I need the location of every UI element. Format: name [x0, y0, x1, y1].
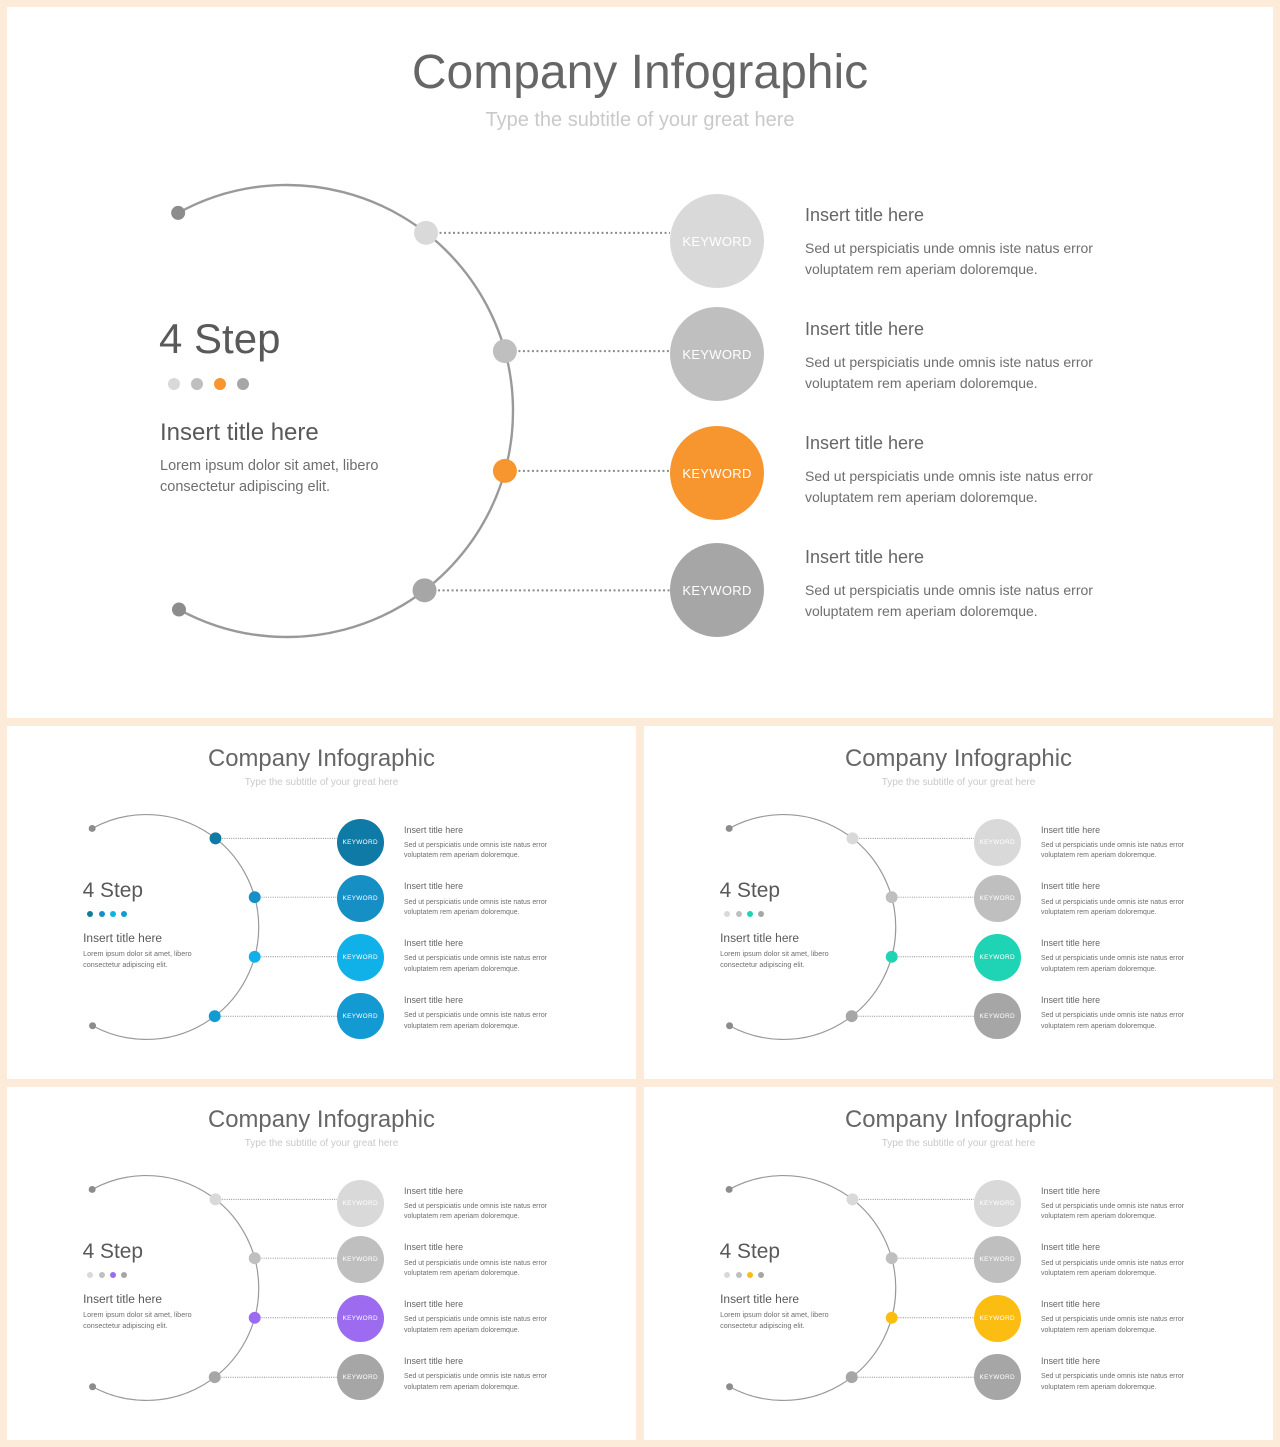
- step-dot-4: [758, 1272, 764, 1278]
- arc-end-dot: [89, 1022, 96, 1029]
- keyword-circle-1: KEYWORD: [974, 819, 1021, 866]
- step-dot-4: [121, 1272, 127, 1278]
- step-dot-2: [736, 911, 742, 917]
- keyword-circle-1: KEYWORD: [974, 1180, 1021, 1227]
- arc-start-dot: [89, 1186, 96, 1193]
- item-description-1: Sed ut perspiciatis unde omnis iste natus error voluptatem rem aperiam doloremque.: [404, 1202, 547, 1221]
- arc-start-dot: [89, 825, 96, 832]
- slide-teal-variant: [644, 726, 1273, 1079]
- step-dot-2: [99, 911, 105, 917]
- keyword-circle-2: KEYWORD: [337, 875, 384, 922]
- keyword-circle-3: KEYWORD: [337, 934, 384, 981]
- keyword-circle-2: KEYWORD: [670, 307, 764, 401]
- step-dot-3: [110, 1272, 116, 1278]
- arc-node-3: [886, 1312, 898, 1324]
- item-description-3: Sed ut perspiciatis unde omnis iste natus error voluptatem rem aperiam doloremque.: [404, 1316, 547, 1334]
- item-description-2: Sed ut perspiciatis unde omnis iste natus error voluptatem rem aperiam doloremque.: [404, 1259, 547, 1278]
- item-title-2: Insert title here: [805, 319, 925, 339]
- left-description: Lorem ipsum dolor sit amet, libero consectetur adipiscing elit.: [83, 949, 192, 969]
- step-dot-1: [87, 1272, 93, 1278]
- slide-subtitle: Type the subtitle of your great here: [881, 1137, 1036, 1149]
- item-title-1: Insert title here: [404, 824, 464, 835]
- keyword-circle-4: KEYWORD: [974, 1354, 1021, 1401]
- step-dot-3: [214, 378, 226, 390]
- arc-line: [729, 815, 896, 1040]
- left-description: Lorem ipsum dolor sit amet, libero consectetur adipiscing elit.: [160, 458, 379, 496]
- item-description-3: Sed ut perspiciatis unde omnis iste natus error voluptatem rem aperiam doloremque.: [805, 468, 1093, 505]
- keyword-circle-4: KEYWORD: [974, 993, 1021, 1040]
- arc-end-dot: [172, 603, 186, 617]
- step-label: 4 Step: [159, 315, 281, 362]
- slide-title: Company Infographic: [411, 46, 869, 99]
- item-title-2: Insert title here: [1041, 881, 1101, 892]
- arc-start-dot: [171, 206, 185, 220]
- slide-purple-variant: [7, 1087, 636, 1440]
- item-title-1: Insert title here: [1041, 824, 1101, 835]
- slide-title: Company Infographic: [845, 1105, 1072, 1133]
- left-title: Insert title here: [720, 930, 800, 945]
- arc-start-dot: [726, 825, 733, 832]
- item-title-3: Insert title here: [404, 937, 464, 948]
- arc-node-1: [847, 832, 859, 844]
- step-label: 4 Step: [719, 879, 780, 903]
- keyword-circle-2: KEYWORD: [974, 875, 1021, 922]
- slide-title: Company Infographic: [208, 1105, 435, 1133]
- step-dot-3: [747, 1272, 753, 1278]
- keyword-circle-1: KEYWORD: [337, 1180, 384, 1227]
- item-description-3: Sed ut perspiciatis unde omnis iste natus error voluptatem rem aperiam doloremque.: [404, 955, 547, 973]
- item-description-1: Sed ut perspiciatis unde omnis iste natus error voluptatem rem aperiam doloremque.: [404, 841, 547, 860]
- item-title-2: Insert title here: [1041, 1242, 1101, 1253]
- item-title-4: Insert title here: [404, 1355, 464, 1366]
- item-title-3: Insert title here: [805, 433, 925, 453]
- item-description-2: Sed ut perspiciatis unde omnis iste natus error voluptatem rem aperiam doloremque.: [805, 354, 1093, 391]
- slide-main: [7, 7, 1273, 718]
- item-description-2: Sed ut perspiciatis unde omnis iste natus error voluptatem rem aperiam doloremque.: [404, 898, 547, 917]
- item-title-2: Insert title here: [404, 881, 464, 892]
- item-title-1: Insert title here: [1041, 1185, 1101, 1196]
- item-title-1: Insert title here: [805, 205, 925, 225]
- slide-subtitle: Type the subtitle of your great here: [244, 1137, 399, 1149]
- step-dot-4: [121, 911, 127, 917]
- item-title-4: Insert title here: [1041, 994, 1101, 1005]
- arc-line: [92, 815, 259, 1040]
- arc-node-1: [414, 221, 438, 245]
- item-description-4: Sed ut perspiciatis unde omnis iste natus error voluptatem rem aperiam doloremque.: [404, 1373, 547, 1391]
- left-description: Lorem ipsum dolor sit amet, libero consectetur adipiscing elit.: [720, 949, 829, 969]
- item-description-3: Sed ut perspiciatis unde omnis iste natus error voluptatem rem aperiam doloremque.: [1041, 1316, 1184, 1334]
- keyword-circle-3: KEYWORD: [337, 1295, 384, 1342]
- keyword-circle-3: KEYWORD: [670, 426, 764, 520]
- item-description-4: Sed ut perspiciatis unde omnis iste natus error voluptatem rem aperiam doloremque.: [1041, 1373, 1184, 1391]
- arc-line: [92, 1176, 259, 1401]
- arc-node-1: [847, 1193, 859, 1205]
- arc-end-dot: [89, 1383, 96, 1390]
- item-description-3: Sed ut perspiciatis unde omnis iste natus error voluptatem rem aperiam doloremque.: [1041, 955, 1184, 973]
- item-description-1: Sed ut perspiciatis unde omnis iste natus error voluptatem rem aperiam doloremque.: [1041, 841, 1184, 860]
- arc-node-3: [886, 951, 898, 963]
- arc-end-dot: [726, 1383, 733, 1390]
- step-dot-4: [758, 911, 764, 917]
- arc-end-dot: [726, 1022, 733, 1029]
- item-description-1: Sed ut perspiciatis unde omnis iste natus error voluptatem rem aperiam doloremque.: [1041, 1202, 1184, 1221]
- item-title-4: Insert title here: [805, 547, 925, 567]
- arc-line: [178, 185, 513, 637]
- item-description-4: Sed ut perspiciatis unde omnis iste natus error voluptatem rem aperiam doloremque.: [805, 582, 1093, 619]
- arc-node-2: [886, 1252, 898, 1264]
- keyword-circle-4: KEYWORD: [337, 993, 384, 1040]
- step-dot-3: [110, 911, 116, 917]
- step-dot-4: [237, 378, 249, 390]
- slide-subtitle: Type the subtitle of your great here: [244, 776, 399, 788]
- arc-node-4: [209, 1371, 221, 1383]
- step-dot-2: [736, 1272, 742, 1278]
- step-dot-2: [191, 378, 203, 390]
- item-description-2: Sed ut perspiciatis unde omnis iste natus error voluptatem rem aperiam doloremque.: [1041, 1259, 1184, 1278]
- arc-node-3: [249, 951, 261, 963]
- item-description-4: Sed ut perspiciatis unde omnis iste natus error voluptatem rem aperiam doloremque.: [404, 1012, 547, 1030]
- left-title: Insert title here: [83, 930, 163, 945]
- item-title-3: Insert title here: [1041, 937, 1101, 948]
- arc-line: [729, 1176, 896, 1401]
- left-title: Insert title here: [720, 1291, 800, 1306]
- item-title-3: Insert title here: [404, 1298, 464, 1309]
- item-title-3: Insert title here: [1041, 1298, 1101, 1309]
- item-description-1: Sed ut perspiciatis unde omnis iste natus error voluptatem rem aperiam doloremque.: [805, 240, 1093, 277]
- step-dot-1: [724, 911, 730, 917]
- step-dot-1: [168, 378, 180, 390]
- slide-title: Company Infographic: [208, 744, 435, 772]
- arc-node-4: [413, 578, 437, 602]
- item-title-1: Insert title here: [404, 1185, 464, 1196]
- step-dot-1: [87, 911, 93, 917]
- step-label: 4 Step: [719, 1240, 780, 1264]
- item-title-4: Insert title here: [1041, 1355, 1101, 1366]
- item-description-4: Sed ut perspiciatis unde omnis iste natus error voluptatem rem aperiam doloremque.: [1041, 1012, 1184, 1030]
- arc-start-dot: [726, 1186, 733, 1193]
- left-title: Insert title here: [160, 419, 319, 446]
- step-dot-3: [747, 911, 753, 917]
- keyword-circle-4: KEYWORD: [670, 543, 764, 637]
- arc-node-2: [493, 339, 517, 363]
- item-title-2: Insert title here: [404, 1242, 464, 1253]
- arc-node-1: [210, 832, 222, 844]
- arc-node-3: [249, 1312, 261, 1324]
- slide-title: Company Infographic: [845, 744, 1072, 772]
- left-title: Insert title here: [83, 1291, 163, 1306]
- slide-blue-variant: [7, 726, 636, 1079]
- keyword-circle-1: KEYWORD: [337, 819, 384, 866]
- slide-subtitle: Type the subtitle of your great here: [485, 109, 795, 131]
- keyword-circle-1: KEYWORD: [670, 194, 764, 288]
- step-label: 4 Step: [82, 1240, 143, 1264]
- arc-node-2: [249, 891, 261, 903]
- item-description-2: Sed ut perspiciatis unde omnis iste natus error voluptatem rem aperiam doloremque.: [1041, 898, 1184, 917]
- step-dot-1: [724, 1272, 730, 1278]
- slide-subtitle: Type the subtitle of your great here: [881, 776, 1036, 788]
- slide-yellow-variant: [644, 1087, 1273, 1440]
- left-description: Lorem ipsum dolor sit amet, libero consectetur adipiscing elit.: [83, 1310, 192, 1330]
- step-label: 4 Step: [82, 879, 143, 903]
- arc-node-1: [210, 1193, 222, 1205]
- arc-node-4: [846, 1010, 858, 1022]
- arc-node-2: [249, 1252, 261, 1264]
- left-description: Lorem ipsum dolor sit amet, libero consectetur adipiscing elit.: [720, 1310, 829, 1330]
- keyword-circle-2: KEYWORD: [974, 1236, 1021, 1283]
- keyword-circle-2: KEYWORD: [337, 1236, 384, 1283]
- keyword-circle-3: KEYWORD: [974, 934, 1021, 981]
- arc-node-3: [493, 459, 517, 483]
- keyword-circle-4: KEYWORD: [337, 1354, 384, 1401]
- item-title-4: Insert title here: [404, 994, 464, 1005]
- keyword-circle-3: KEYWORD: [974, 1295, 1021, 1342]
- arc-node-2: [886, 891, 898, 903]
- arc-node-4: [846, 1371, 858, 1383]
- arc-node-4: [209, 1010, 221, 1022]
- step-dot-2: [99, 1272, 105, 1278]
